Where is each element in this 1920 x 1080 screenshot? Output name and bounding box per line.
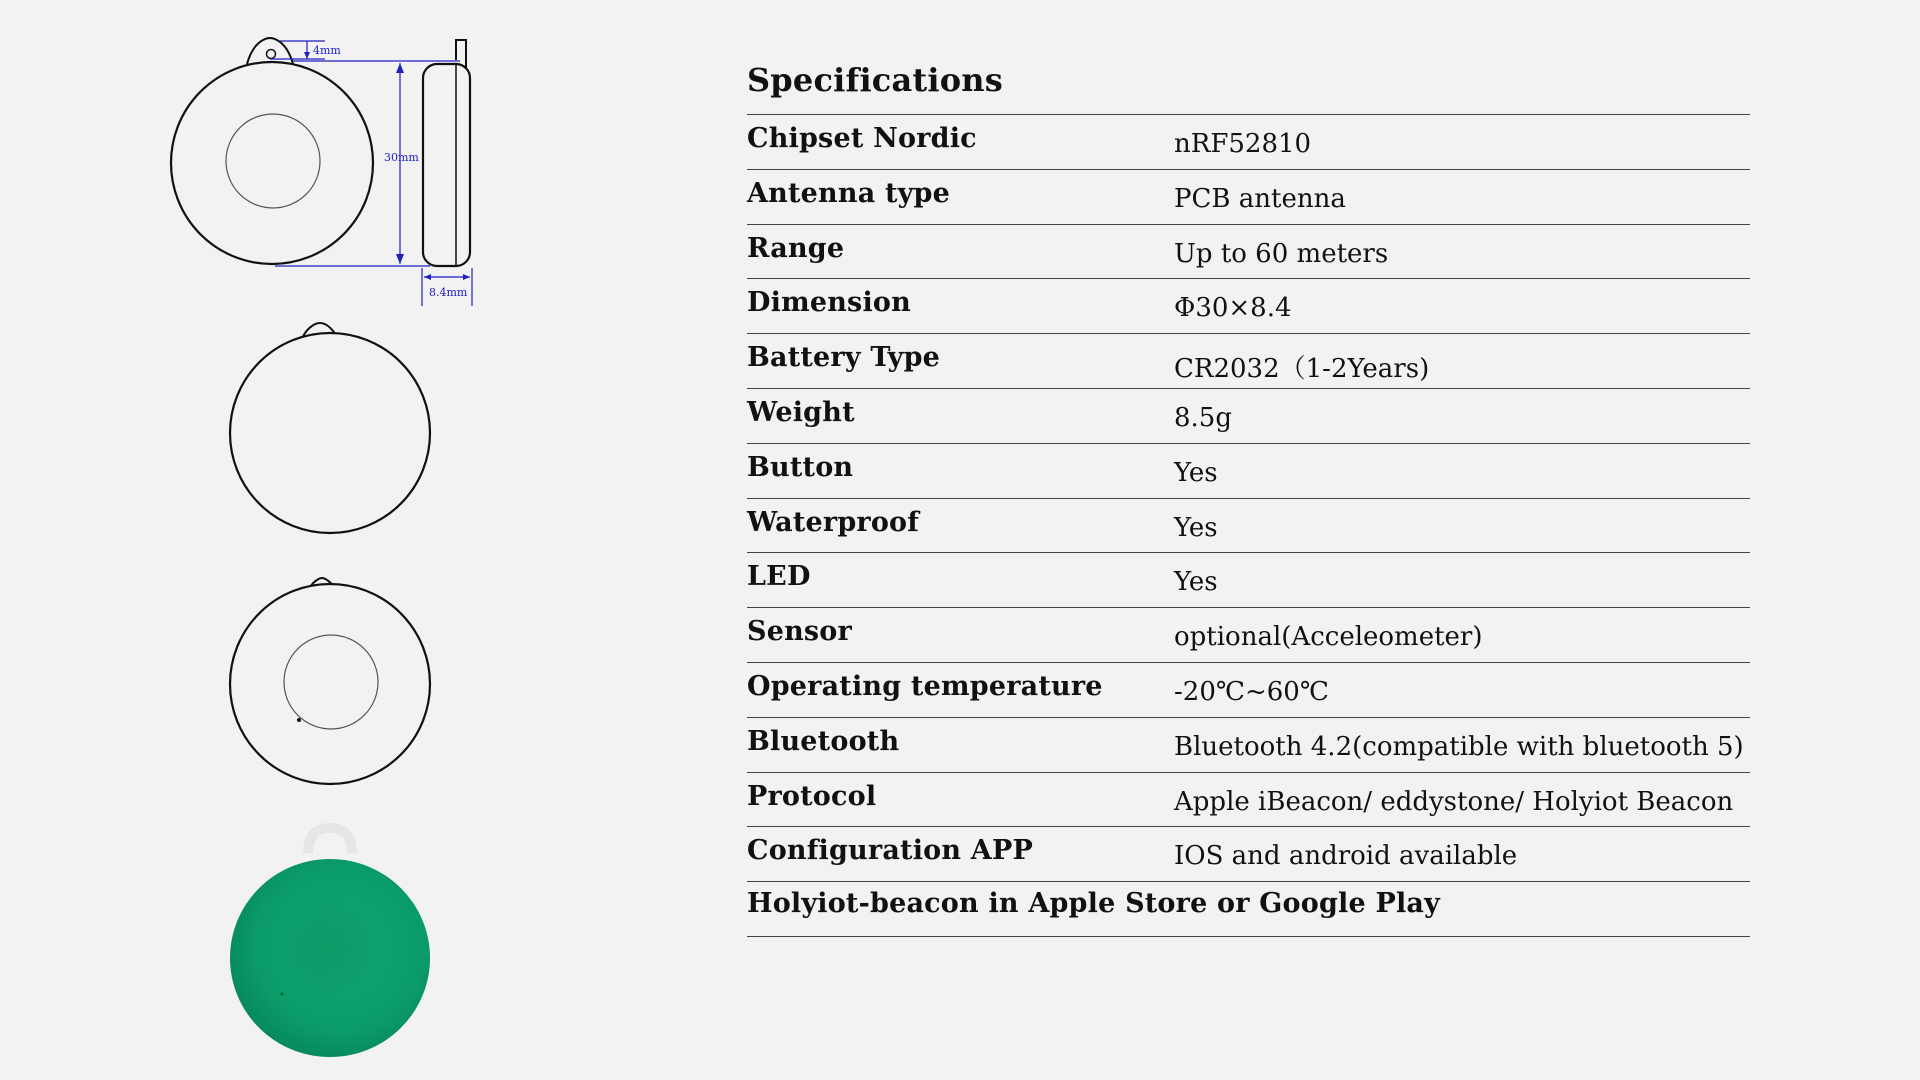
spec-value: Yes bbox=[1174, 457, 1218, 488]
dim-diameter-label: 30mm bbox=[384, 151, 419, 164]
spec-label: Chipset Nordic bbox=[747, 123, 977, 154]
spec-value: optional(Acceleometer) bbox=[1174, 622, 1483, 653]
spec-row bbox=[747, 718, 1750, 773]
spec-row bbox=[747, 334, 1750, 389]
beacon-front-outline bbox=[160, 560, 500, 790]
spec-row bbox=[747, 279, 1750, 334]
spec-footer-row bbox=[747, 882, 1750, 937]
spec-label: Dimension bbox=[747, 287, 911, 319]
spec-label: Operating temperature bbox=[747, 670, 1103, 702]
spec-footer-note: Holyiot-beacon in Apple Store or Google Play bbox=[747, 888, 1441, 920]
spec-label: Sensor bbox=[747, 616, 852, 648]
product-drawings bbox=[160, 30, 500, 1040]
spec-value: Bluetooth 4.2(compatible with bluetooth 5) bbox=[1174, 731, 1744, 762]
spec-row bbox=[747, 444, 1750, 499]
spec-value: 8.5g bbox=[1174, 402, 1232, 433]
spec-row bbox=[747, 499, 1750, 554]
spec-label: Bluetooth bbox=[747, 725, 900, 757]
spec-label: Antenna type bbox=[747, 177, 951, 209]
spec-value: -20℃~60℃ bbox=[1174, 676, 1329, 707]
spec-label: Battery Type bbox=[747, 342, 941, 374]
spec-label: Configuration APP bbox=[747, 835, 1033, 867]
spec-row bbox=[747, 773, 1750, 828]
spec-value: Up to 60 meters bbox=[1174, 238, 1389, 269]
spec-value: Φ30×8.4 bbox=[1174, 293, 1292, 324]
spec-label: Protocol bbox=[747, 780, 877, 812]
spec-label: Waterproof bbox=[747, 506, 920, 538]
spec-row bbox=[747, 389, 1750, 444]
dim-thickness-label: 8.4mm bbox=[429, 286, 468, 299]
spec-row bbox=[747, 663, 1750, 718]
spec-value: IOS and android available bbox=[1174, 841, 1518, 872]
spec-label: Button bbox=[747, 451, 854, 483]
spec-value: CR2032（1-2Years) bbox=[1174, 354, 1430, 385]
dimension-drawing bbox=[160, 30, 500, 310]
spec-row bbox=[747, 608, 1750, 663]
beacon-back-outline bbox=[160, 310, 500, 540]
dim-hole-label: 4mm bbox=[313, 44, 341, 57]
specifications-title: Specifications bbox=[747, 60, 1750, 115]
spec-label: LED bbox=[747, 561, 811, 593]
spec-row bbox=[747, 170, 1750, 225]
spec-value: Apple iBeacon/ eddystone/ Holyiot Beacon bbox=[1174, 786, 1734, 817]
spec-value: Yes bbox=[1174, 512, 1218, 543]
specifications-table bbox=[747, 60, 1750, 937]
spec-row bbox=[747, 115, 1750, 170]
spec-value: Yes bbox=[1174, 567, 1218, 598]
spec-row bbox=[747, 225, 1750, 280]
beacon-product-image bbox=[160, 808, 500, 1058]
spec-label: Range bbox=[747, 232, 845, 264]
spec-value: nRF52810 bbox=[1174, 129, 1312, 159]
spec-value: PCB antenna bbox=[1174, 183, 1346, 214]
spec-label: Weight bbox=[747, 396, 855, 428]
spec-row bbox=[747, 827, 1750, 882]
spec-row bbox=[747, 553, 1750, 608]
